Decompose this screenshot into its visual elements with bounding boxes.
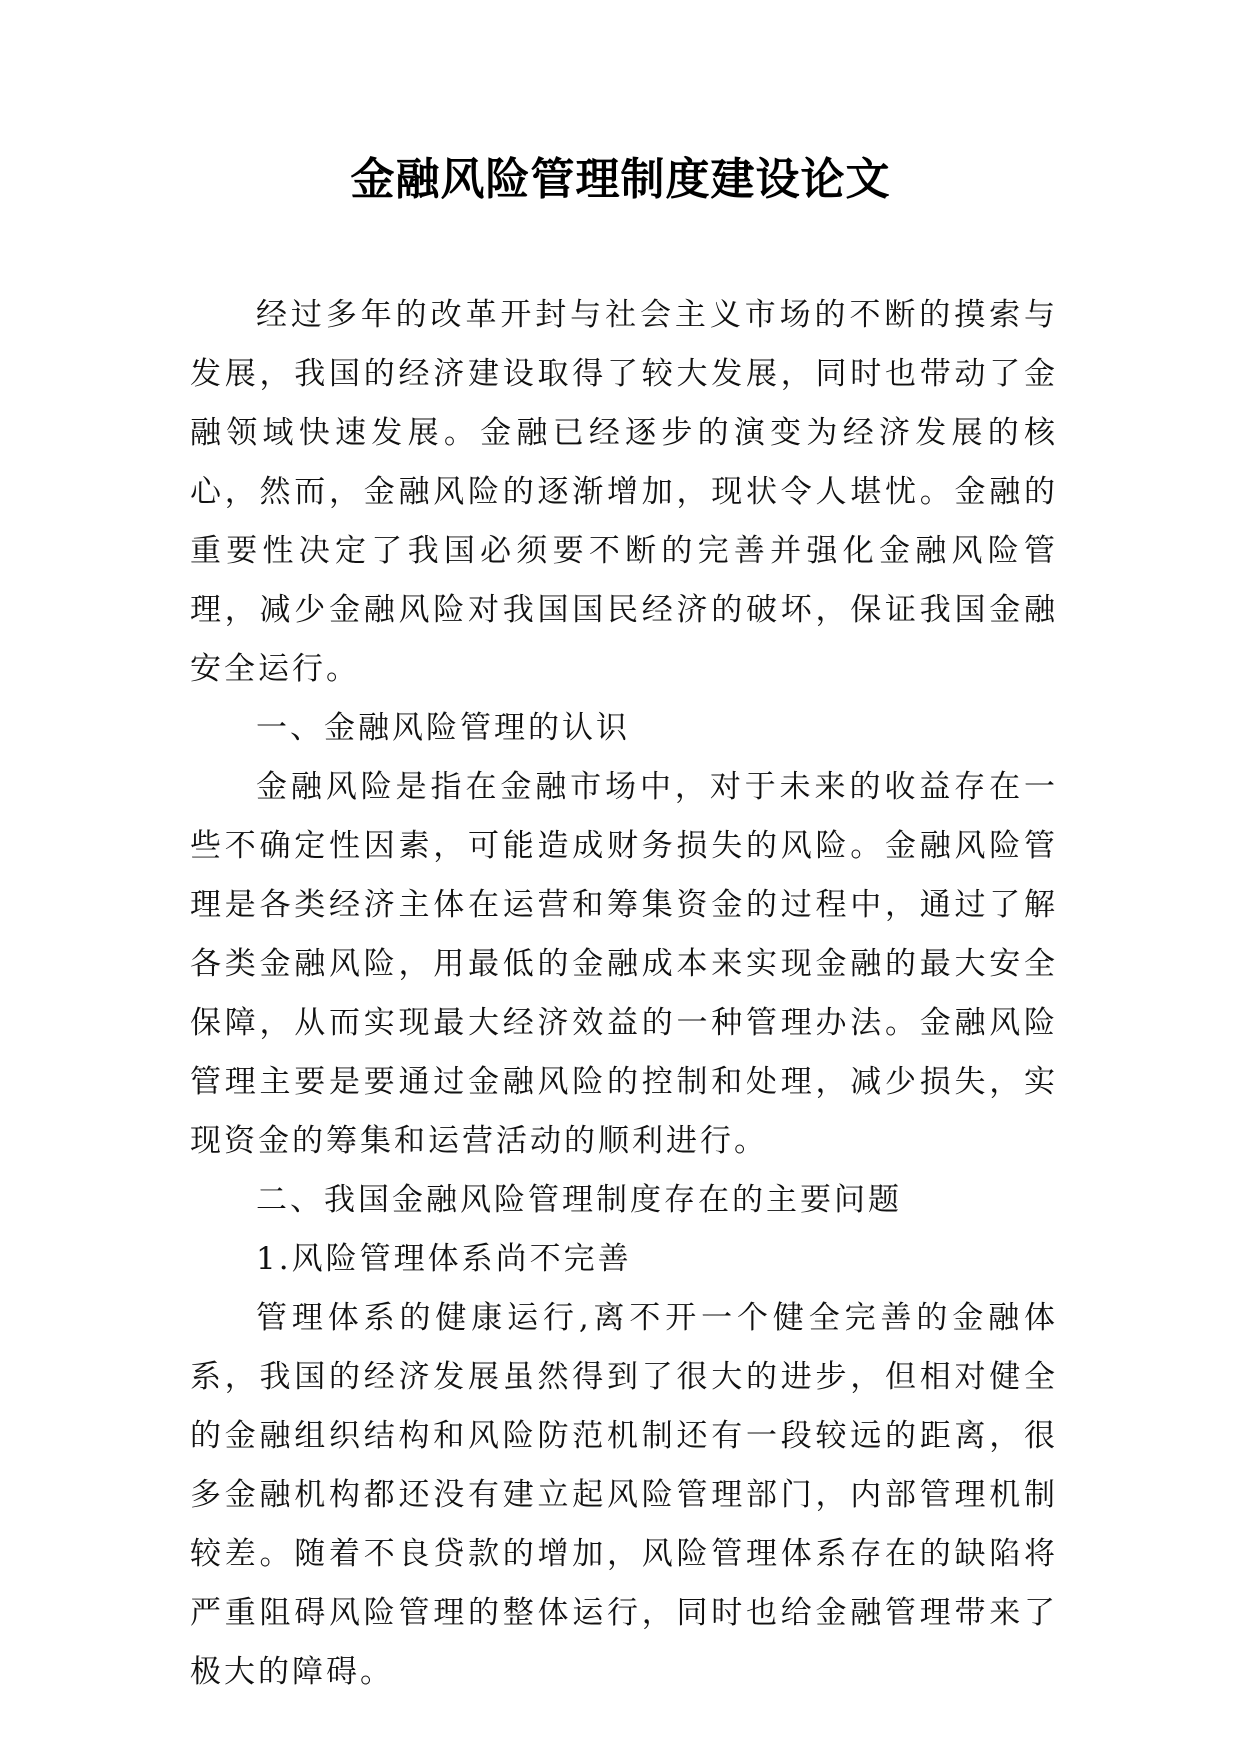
intro-paragraph: 经过多年的改革开封与社会主义市场的不断的摸索与发展，我国的经济建设取得了较大发展，同时也带动了金融领域快速发展。金融已经逐步的演变为经济发展的核心，然而，金融风险的逐渐增加，现状令人堪忧。金融的重要性决定了我国必须要不断的完善并强化金融风险管理，减少金融风险对我国国民经济的破坏，保证我国金融安全运行。 xyxy=(190,297,1058,687)
subsection-heading-2-1: 1.风险管理体系尚不完善 xyxy=(256,1241,632,1277)
section-heading-1: 一、金融风险管理的认识 xyxy=(256,710,630,746)
section-heading-2: 二、我国金融风险管理制度存在的主要问题 xyxy=(256,1182,902,1218)
section-1-paragraph: 金融风险是指在金融市场中，对于未来的收益存在一些不确定性因素，可能造成财务损失的风险。金融风险管理是各类经济主体在运营和筹集资金的过程中，通过了解各类金融风险，用最低的金融成本来实现金融的最大安全保障，从而实现最大经济效益的一种管理办法。金融风险管理主要是要通过金融风险的控制和处理，减少损失，实现资金的筹集和运营活动的顺利进行。 xyxy=(190,769,1058,1159)
document-body xyxy=(190,286,1058,1702)
document-title: 金融风险管理制度建设论文 xyxy=(350,154,891,205)
subsection-2-1-paragraph: 管理体系的健康运行,离不开一个健全完善的金融体系，我国的经济发展虽然得到了很大的进步，但相对健全的金融组织结构和风险防范机制还有一段较远的距离，很多金融机构都还没有建立起风险管理部门，内部管理机制较差。随着不良贷款的增加，风险管理体系存在的缺陷将严重阻碍风险管理的整体运行，同时也给金融管理带来了极大的障碍。 xyxy=(190,1300,1058,1690)
